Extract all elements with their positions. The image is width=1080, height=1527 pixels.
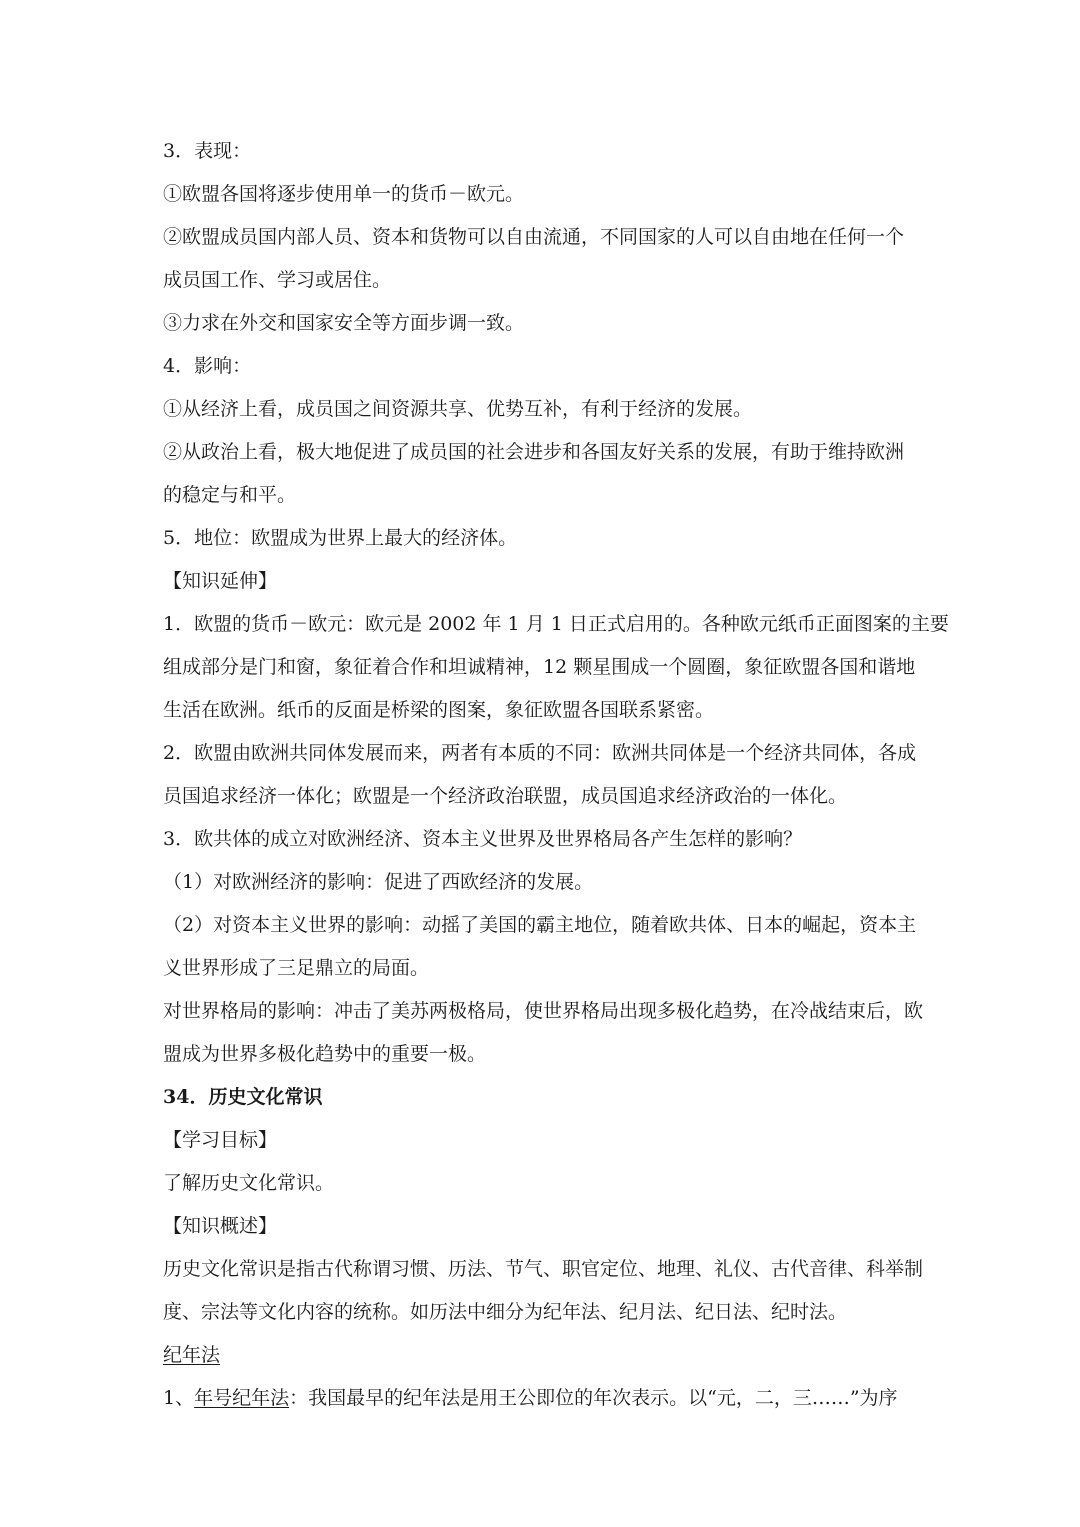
section-knowledge-overview: 【知识概述】	[163, 1215, 278, 1237]
text-line: 1．欧盟的货币－欧元：欧元是 2002 年 1 月 1 日正式启用的。各种欧元纸币正面图案的主要	[163, 613, 949, 635]
text-line: 历史文化常识是指古代称谓习惯、历法、节气、职官定位、地理、礼仪、古代音律、科举制	[163, 1258, 924, 1280]
text-line: 组成部分是门和窗，象征着合作和坦诚精神，12 颗星围成一个圆圈，象征欧盟各国和谐地	[163, 656, 916, 678]
text-line: 的稳定与和平。	[163, 484, 297, 506]
text-line	[163, 1385, 898, 1411]
term-description: ：我国最早的纪年法是用王公即位的年次表示。以“元，二，三……”为序	[289, 1387, 898, 1409]
text-line: 盟成为世界多极化趋势中的重要一极。	[163, 1043, 487, 1065]
text-line: 成员国工作、学习或居住。	[163, 269, 392, 291]
text-line: 对世界格局的影响：冲击了美苏两极格局，使世界格局出现多极化趋势，在冷战结束后，欧	[163, 1000, 924, 1022]
text-line: 员国追求经济一体化；欧盟是一个经济政治联盟，成员国追求经济政治的一体化。	[163, 785, 848, 807]
text-line: （2）对资本主义世界的影响：动摇了美国的霸主地位，随着欧共体、日本的崛起，资本主	[163, 914, 917, 936]
text-line: （1）对欧洲经济的影响：促进了西欧经济的发展。	[163, 871, 594, 893]
text-line: ①从经济上看，成员国之间资源共享、优势互补，有利于经济的发展。	[163, 398, 753, 420]
section-title-history-culture: 34．历史文化常识	[163, 1086, 323, 1108]
heading-impact: 4．影响：	[163, 355, 252, 377]
text-line: ③力求在外交和国家安全等方面步调一致。	[163, 312, 525, 334]
text-line: 度、宗法等文化内容的统称。如历法中细分为纪年法、纪月法、纪日法、纪时法。	[163, 1301, 848, 1323]
text-line: ②从政治上看，极大地促进了成员国的社会进步和各国友好关系的发展，有助于维持欧洲	[163, 441, 905, 463]
text-line: 2．欧盟由欧洲共同体发展而来，两者有本质的不同：欧洲共同体是一个经济共同体，各成	[163, 742, 917, 764]
heading-expression: 3．表现：	[163, 140, 252, 162]
text-line: 义世界形成了三足鼎立的局面。	[163, 957, 430, 979]
term-era-name-method: 年号纪年法	[194, 1387, 290, 1409]
text-line: 3．欧共体的成立对欧洲经济、资本主义世界及世界格局各产生怎样的影响？	[163, 828, 803, 850]
text-line: ②欧盟成员国内部人员、资本和货物可以自由流通，不同国家的人可以自由地在任何一个	[163, 226, 905, 248]
section-knowledge-extension: 【知识延伸】	[163, 570, 278, 592]
subheading-year-method: 纪年法	[163, 1344, 221, 1366]
list-number: 1、	[163, 1387, 195, 1409]
text-line: 生活在欧洲。纸币的反面是桥梁的图案，象征欧盟各国联系紧密。	[163, 699, 715, 721]
heading-status: 5．地位：欧盟成为世界上最大的经济体。	[163, 527, 518, 549]
section-learning-goal: 【学习目标】	[163, 1129, 278, 1151]
text-line: ①欧盟各国将逐步使用单一的货币－欧元。	[163, 183, 525, 205]
text-line: 了解历史文化常识。	[163, 1172, 335, 1194]
